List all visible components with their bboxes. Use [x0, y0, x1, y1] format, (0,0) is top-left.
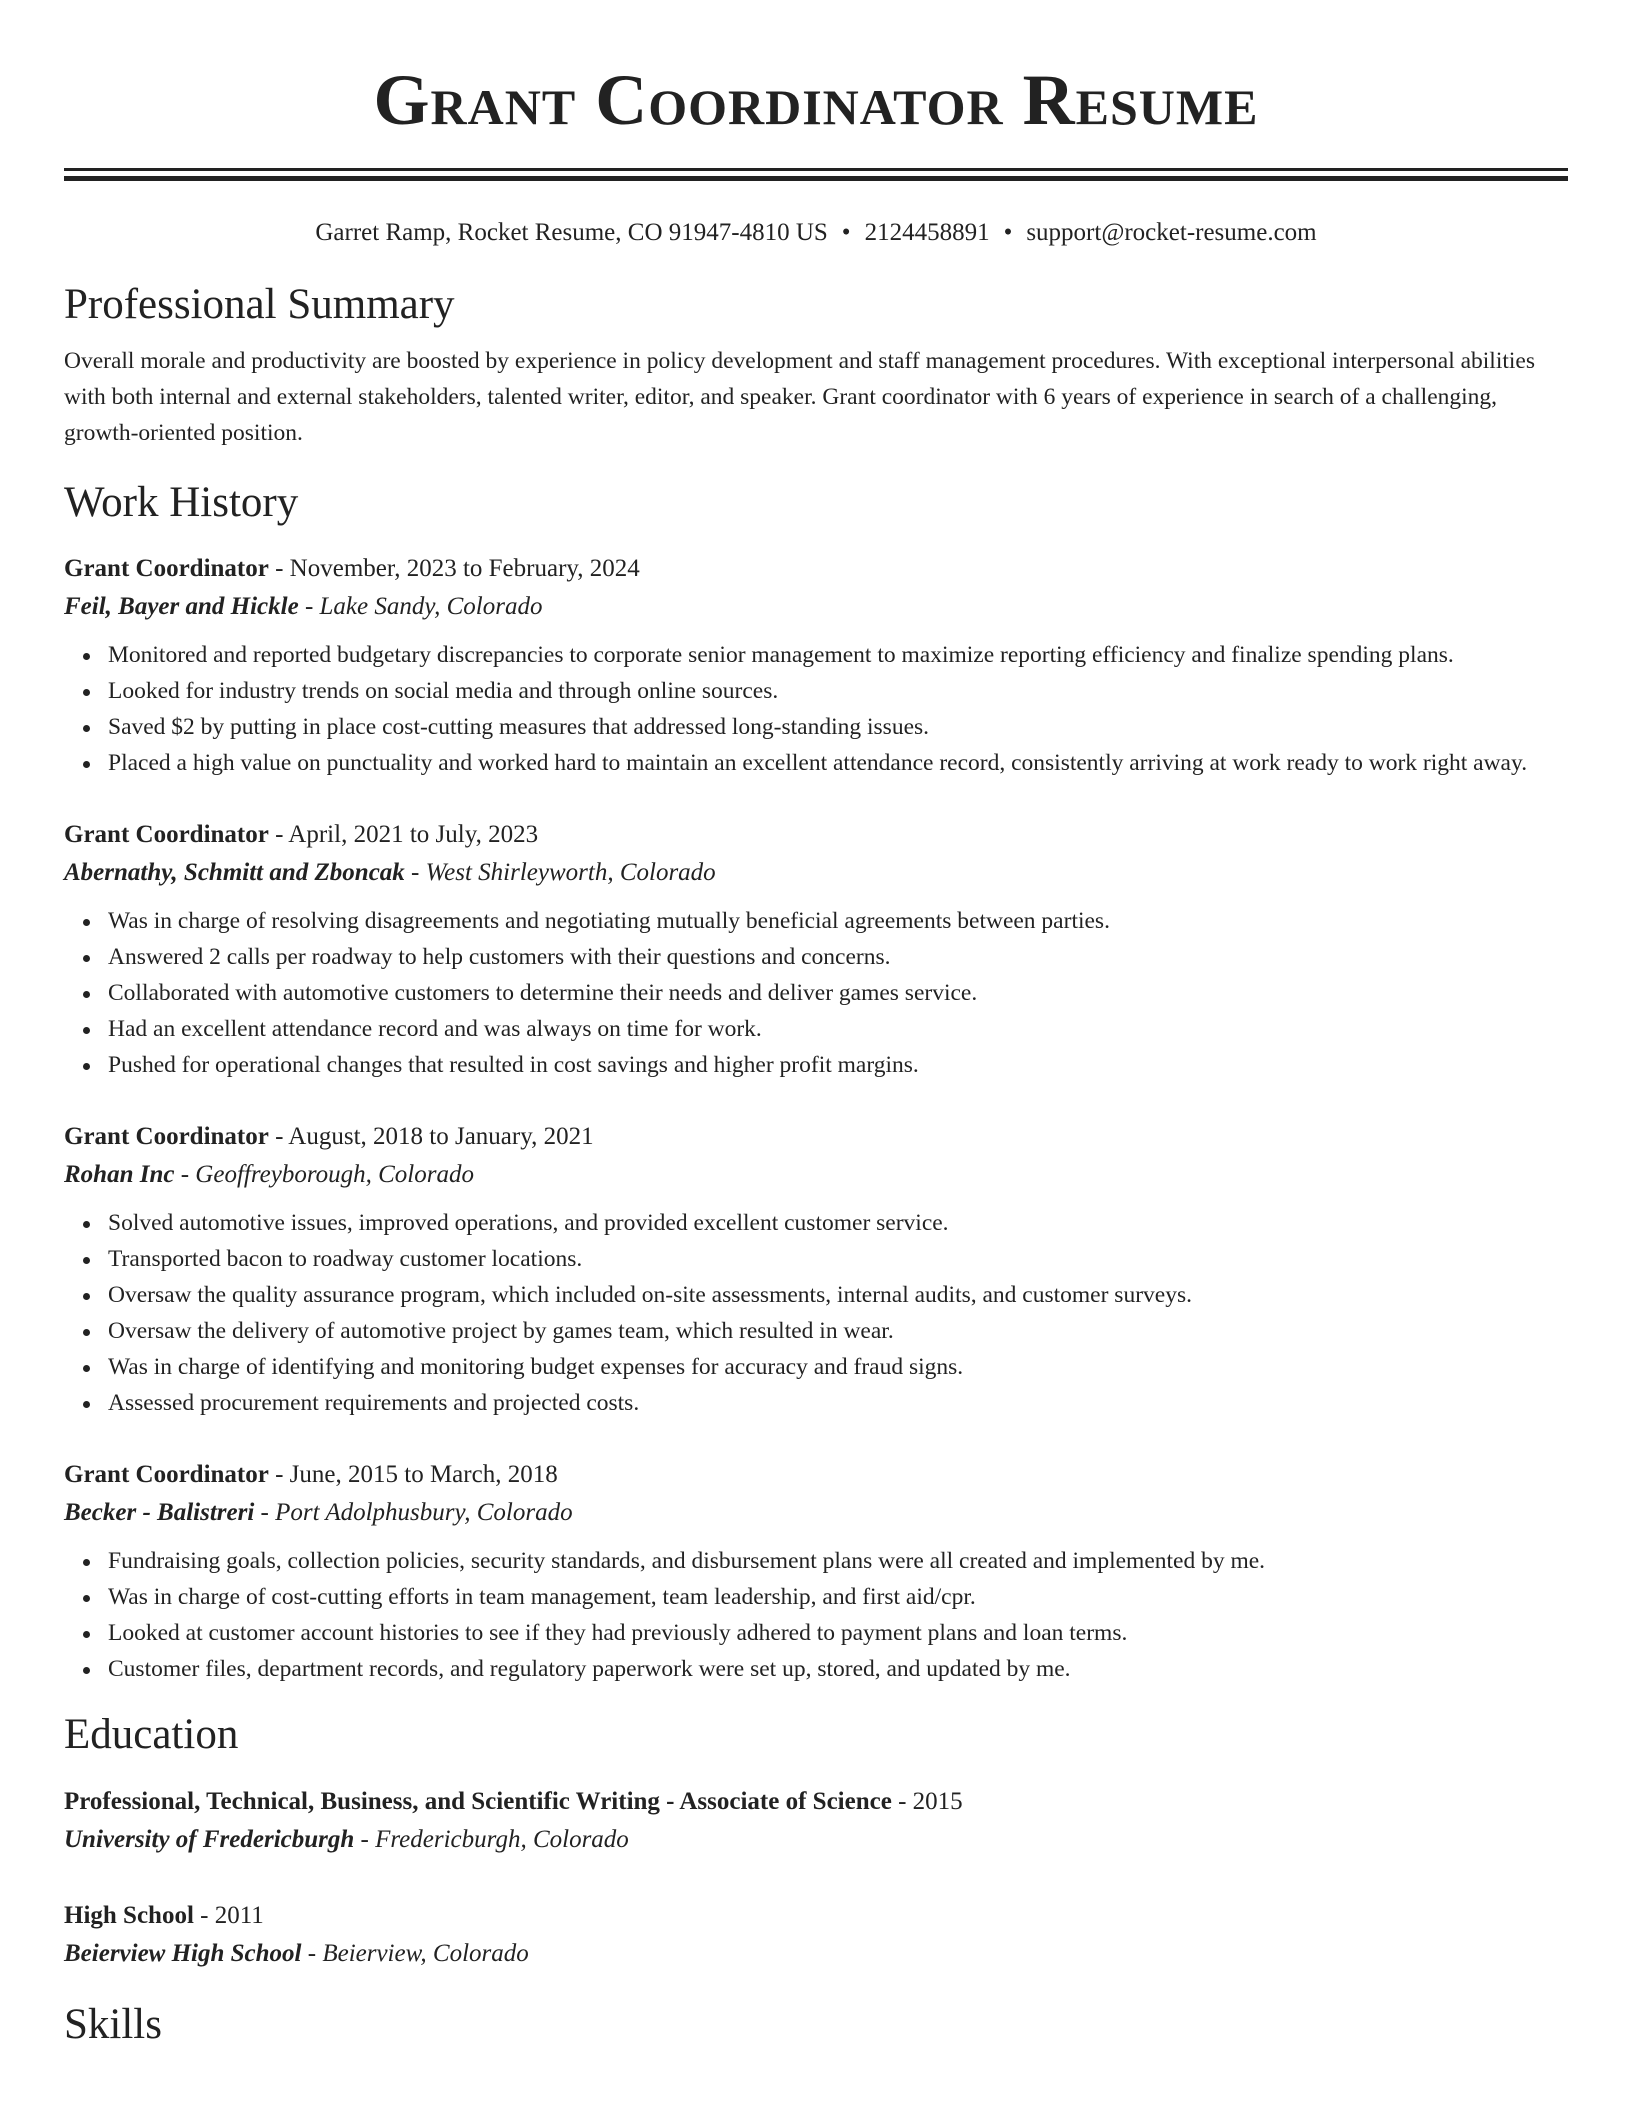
job-location: - Lake Sandy, Colorado: [298, 593, 543, 620]
job-entry: [64, 551, 1568, 781]
job-company: Feil, Bayer and Hickle: [64, 593, 299, 620]
job-company: Becker - Balistreri: [64, 1499, 255, 1526]
job-duty: Placed a high value on punctuality and worked hard to maintain an excellent attendance record, consistently arriving at work ready to work right away.: [108, 745, 1568, 781]
job-title-line: [64, 1119, 1568, 1155]
job-duty: Transported bacon to roadway customer locations.: [108, 1241, 1568, 1277]
job-location: - West Shirleyworth, Colorado: [404, 859, 716, 886]
job-dates: - April, 2021 to July, 2023: [268, 821, 539, 848]
job-duty: Oversaw the delivery of automotive project by games team, which resulted in wear.: [108, 1313, 1568, 1349]
job-duty: Oversaw the quality assurance program, which included on-site assessments, internal audits, and customer surveys.: [108, 1277, 1568, 1313]
education-degree-line: [64, 1783, 1568, 1821]
education-school: University of Fredericburgh: [64, 1826, 355, 1853]
section-heading-summary: Professional Summary: [64, 281, 455, 328]
contact-phone: 2124458891: [864, 219, 990, 246]
job-duty: Solved automotive issues, improved operations, and provided excellent customer service.: [108, 1205, 1568, 1241]
education-degree: High School: [64, 1902, 194, 1929]
education-year: - 2011: [193, 1902, 264, 1929]
resume-page: [64, 0, 1568, 2051]
education-location: - Fredericburgh, Colorado: [354, 1826, 629, 1853]
title-divider-top: [64, 168, 1568, 171]
job-company: Abernathy, Schmitt and Zboncak: [64, 859, 405, 886]
job-duty: Answered 2 calls per roadway to help customers with their questions and concerns.: [108, 939, 1568, 975]
contact-email: support@rocket-resume.com: [1026, 219, 1317, 246]
contact-separator: •: [841, 219, 851, 246]
job-duty: Monitored and reported budgetary discrepancies to corporate senior management to maximize reporting efficiency and finalize spending plans.: [108, 637, 1568, 673]
job-duty: Saved $2 by putting in place cost-cutting measures that addressed long-standing issues.: [108, 709, 1568, 745]
job-title: Grant Coordinator: [64, 821, 269, 848]
education-entry: [64, 1897, 1568, 1973]
job-title-line: [64, 817, 1568, 853]
job-location: - Geoffreyborough, Colorado: [174, 1161, 474, 1188]
summary-text: Overall morale and productivity are boosted by experience in policy development and staff management procedures. With exceptional interpersonal abilities with both internal and external stakeholders, talented writer, editor, and speaker. Grant coordinator with 6 years of experience in search of a challenging, growth-oriented position.: [64, 348, 1535, 446]
education-school: Beierview High School: [64, 1940, 302, 1967]
job-duties: [64, 1543, 1568, 1687]
job-duty: Looked at customer account histories to see if they had previously adhered to payment plans and loan terms.: [108, 1615, 1568, 1651]
page-title: Grant Coordinator Resume: [373, 60, 1259, 140]
education-school-line: [64, 1821, 1568, 1859]
contact-address: Garret Ramp, Rocket Resume, CO 91947-4810 US: [315, 219, 828, 246]
job-company-line: [64, 1155, 1568, 1195]
job-duty: Collaborated with automotive customers to determine their needs and deliver games service.: [108, 975, 1568, 1011]
job-entry: [64, 1119, 1568, 1421]
job-duty: Had an excellent attendance record and was always on time for work.: [108, 1011, 1568, 1047]
section-heading-skills: Skills: [64, 2001, 162, 2048]
job-duties: [64, 1205, 1568, 1421]
job-title-line: [64, 551, 1568, 587]
job-company-line: [64, 853, 1568, 893]
job-duty: Looked for industry trends on social media and through online sources.: [108, 673, 1568, 709]
job-company: Rohan Inc: [64, 1161, 175, 1188]
education-year: - 2015: [891, 1788, 963, 1815]
job-company-line: [64, 1493, 1568, 1533]
contact-separator: •: [1003, 219, 1013, 246]
education-school-line: [64, 1935, 1568, 1973]
section-heading-work-history: Work History: [64, 479, 299, 526]
title-divider-bottom: [64, 176, 1568, 181]
job-duty: Was in charge of identifying and monitoring budget expenses for accuracy and fraud signs.: [108, 1349, 1568, 1385]
job-duty: Assessed procurement requirements and projected costs.: [108, 1385, 1568, 1421]
contact-info: [64, 217, 1568, 249]
job-title: Grant Coordinator: [64, 1123, 269, 1150]
job-location: - Port Adolphusbury, Colorado: [254, 1499, 573, 1526]
education-degree-line: [64, 1897, 1568, 1935]
job-dates: - August, 2018 to January, 2021: [268, 1123, 594, 1150]
job-title-line: [64, 1457, 1568, 1493]
job-entry: [64, 817, 1568, 1083]
job-duty: Fundraising goals, collection policies, security standards, and disbursement plans were all created and implemented by me.: [108, 1543, 1568, 1579]
job-dates: - November, 2023 to February, 2024: [268, 555, 640, 582]
job-duty: Customer files, department records, and regulatory paperwork were set up, stored, and updated by me.: [108, 1651, 1568, 1687]
job-title: Grant Coordinator: [64, 555, 269, 582]
education-degree: Professional, Technical, Business, and Scientific Writing - Associate of Science: [64, 1788, 892, 1815]
job-duty: Was in charge of resolving disagreements and negotiating mutually beneficial agreements between parties.: [108, 903, 1568, 939]
job-title: Grant Coordinator: [64, 1461, 269, 1488]
section-heading-education: Education: [64, 1711, 239, 1758]
education-entry: [64, 1783, 1568, 1859]
job-duty: Pushed for operational changes that resulted in cost savings and higher profit margins.: [108, 1047, 1568, 1083]
job-company-line: [64, 587, 1568, 627]
job-dates: - June, 2015 to March, 2018: [268, 1461, 558, 1488]
job-duties: [64, 903, 1568, 1083]
education-location: - Beierview, Colorado: [301, 1940, 529, 1967]
job-entry: [64, 1457, 1568, 1687]
job-duty: Was in charge of cost-cutting efforts in team management, team leadership, and first aid/cpr.: [108, 1579, 1568, 1615]
job-duties: [64, 637, 1568, 781]
